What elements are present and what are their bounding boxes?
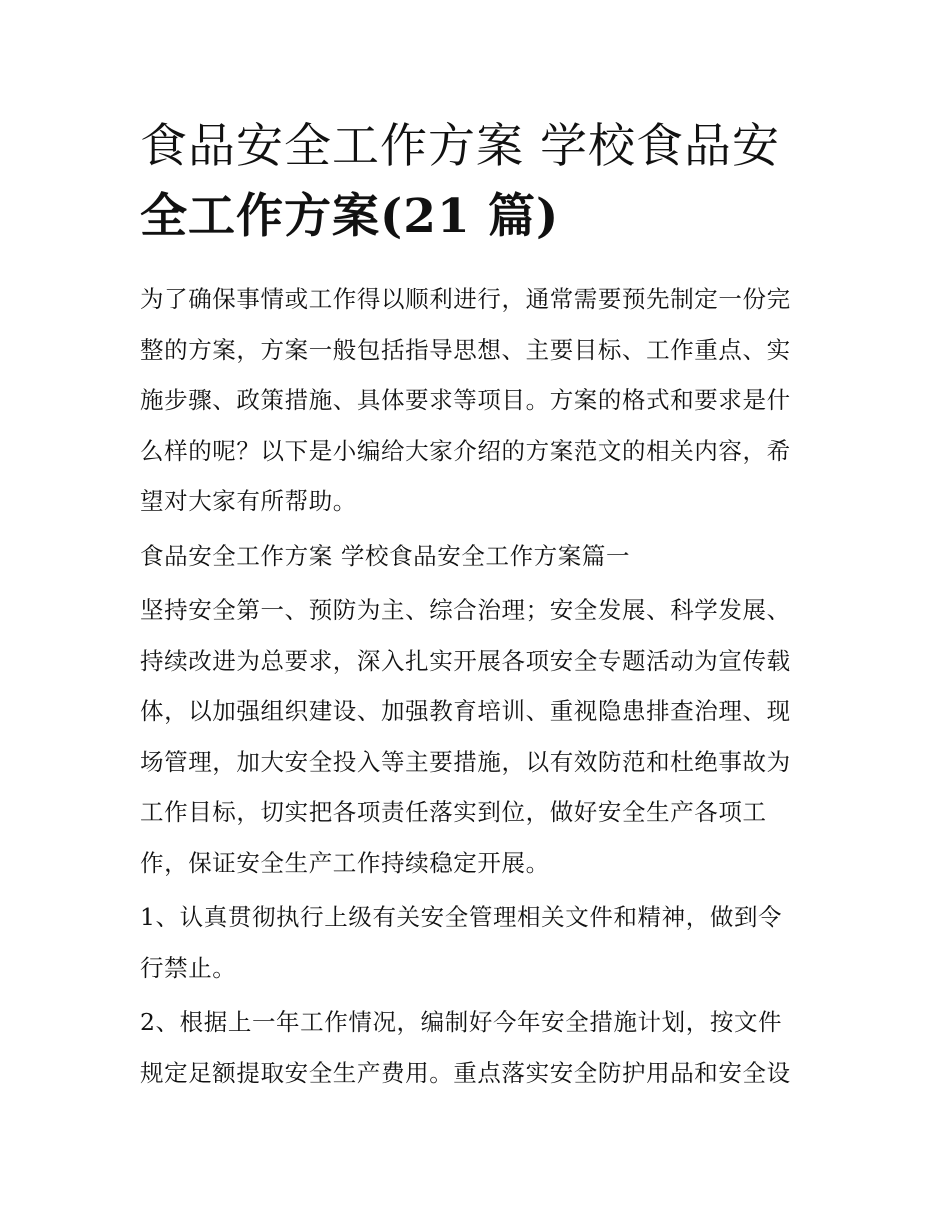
- text-line: 持续改进为总要求，深入扎实开展各项安全专题活动为宣传载: [140, 646, 791, 675]
- intro-paragraph: [140, 274, 815, 527]
- text-line: 2、根据上一年工作情况，编制好今年安全措施计划，按文件: [140, 1008, 783, 1036]
- text-line: 行禁止。: [140, 953, 237, 982]
- text-line: 施步骤、政策措施、具体要求等项目。方案的格式和要求是什: [140, 386, 791, 414]
- text-line: 规定足额提取安全生产费用。重点落实安全防护用品和安全设: [140, 1058, 791, 1087]
- principles-paragraph: [140, 585, 815, 888]
- title-line-2: [140, 182, 815, 252]
- text-line: 食品安全工作方案 学校食品安全工作方案篇一: [140, 541, 631, 570]
- text-line: 工作目标，切实把各项责任落实到位，做好安全生产各项工: [140, 798, 767, 826]
- list-item-1: [140, 892, 815, 993]
- title-line-1: 食品安全工作方案 学校食品安: [140, 119, 780, 174]
- document-body: [140, 112, 815, 1102]
- document-title: [140, 112, 815, 252]
- text-line: 场管理，加大安全投入等主要措施，以有效防范和杜绝事故为: [140, 747, 791, 776]
- text-line: 么样的呢？以下是小编给大家介绍的方案范文的相关内容，希: [140, 436, 791, 465]
- text-line: 作，保证安全生产工作持续稳定开展。: [140, 848, 550, 877]
- text-line: 体，以加强组织建设、加强教育培训、重视隐患排查治理、现: [140, 697, 791, 725]
- title-line-2-text: 全工作方案(21 篇): [140, 189, 560, 244]
- section-heading: [140, 531, 815, 582]
- text-line: 为了确保事情或工作得以顺利进行，通常需要预先制定一份完: [140, 285, 791, 313]
- text-line: 1、认真贯彻执行上级有关安全管理相关文件和精神，做到令: [140, 903, 783, 931]
- text-line: 整的方案，方案一般包括指导思想、主要目标、工作重点、实: [140, 335, 791, 364]
- text-line: 望对大家有所帮助。: [140, 487, 357, 515]
- text-line: 坚持安全第一、预防为主、综合治理；安全发展、科学发展、: [140, 596, 791, 624]
- list-item-2: [140, 997, 815, 1098]
